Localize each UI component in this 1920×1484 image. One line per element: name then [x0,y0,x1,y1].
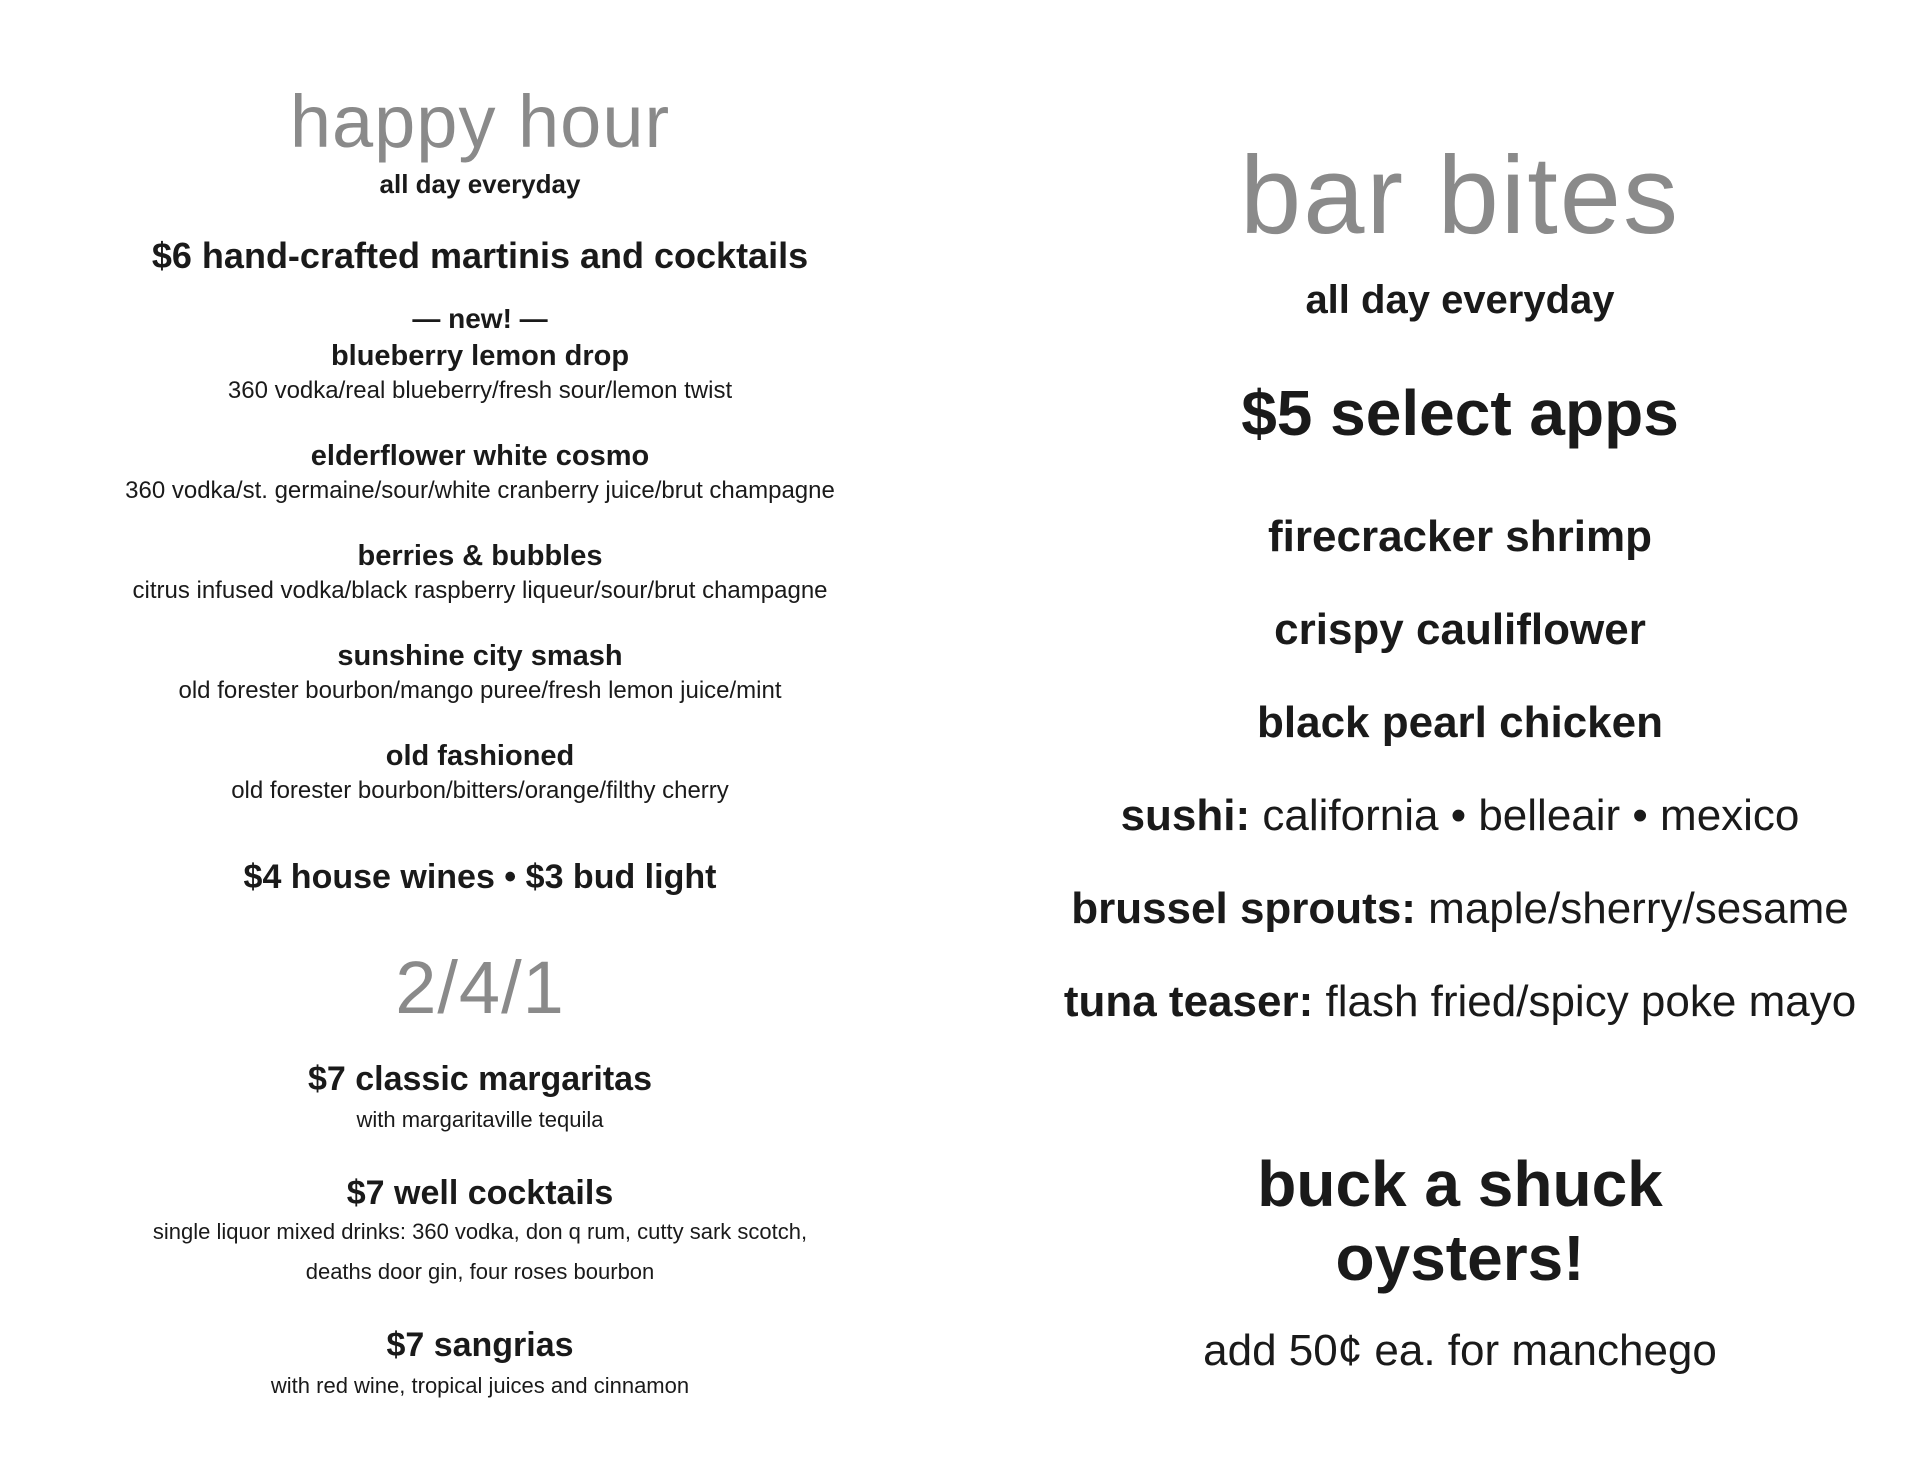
cocktail-name: elderflower white cosmo [310,440,650,472]
wine-beer-specials: $4 house wines • $3 bud light [243,858,717,896]
bar-bites-title: bar bites [1240,134,1680,257]
cocktail-ingredients: 360 vodka/real blueberry/fresh sour/lemon twist [227,377,733,404]
app-item [1040,603,1880,657]
cocktail-name: sunshine city smash [337,640,623,672]
app-item-name: firecracker shrimp [1268,512,1652,561]
happy-hour-title: happy hour [289,80,671,163]
app-item-detail: california • belleair • mexico [1250,791,1800,840]
app-item-name: black pearl chicken [1257,698,1663,747]
two-for-one-title: 2/4/1 [395,946,565,1029]
app-item-name: sushi: [1120,791,1251,840]
app-item [1040,975,1880,1029]
special-description: with margaritaville tequila [356,1107,604,1132]
app-item-name: brussel sprouts: [1071,884,1416,933]
cocktail-ingredients: old forester bourbon/bitters/orange/filthy cherry [231,777,729,804]
app-item [1040,882,1880,936]
app-item [1040,696,1880,750]
cocktails-headline: $6 hand-crafted martinis and cocktails [151,235,809,276]
special-description: with red wine, tropical juices and cinnamon [270,1373,690,1398]
happy-hour-subtitle: all day everyday [379,169,581,199]
app-item-name: tuna teaser: [1063,977,1314,1026]
bar-bites-subtitle: all day everyday [1305,278,1615,322]
cocktail-name: berries & bubbles [357,540,603,572]
cocktail-name: old fashioned [385,740,575,772]
app-item [1040,789,1880,843]
app-item-detail: maple/sherry/sesame [1415,884,1849,933]
oysters-headline-line1: buck a shuck [1257,1148,1663,1220]
cocktail-ingredients: old forester bourbon/mango puree/fresh lemon juice/mint [178,677,782,704]
app-item-detail: flash fried/spicy poke mayo [1313,977,1857,1026]
apps-headline: $5 select apps [1241,377,1679,449]
cocktail-ingredients: citrus infused vodka/black raspberry liqueur/sour/brut champagne [132,577,828,604]
special-description: single liquor mixed drinks: 360 vodka, don q rum, cutty sark scotch, [152,1219,808,1244]
cocktail-name: blueberry lemon drop [330,340,630,372]
special-name: $7 sangrias [386,1326,574,1364]
oysters-addon: add 50¢ ea. for manchego [1203,1326,1717,1375]
cocktail-ingredients: 360 vodka/st. germaine/sour/white cranberry juice/brut champagne [125,477,835,504]
special-name: $7 classic margaritas [307,1060,653,1098]
oysters-headline-line2: oysters! [1335,1222,1585,1294]
special-name: $7 well cocktails [346,1174,614,1212]
app-item [1040,510,1880,564]
app-item-name: crispy cauliflower [1274,605,1646,654]
new-tag: — new! — [412,303,548,334]
special-description: deaths door gin, four roses bourbon [305,1259,655,1284]
